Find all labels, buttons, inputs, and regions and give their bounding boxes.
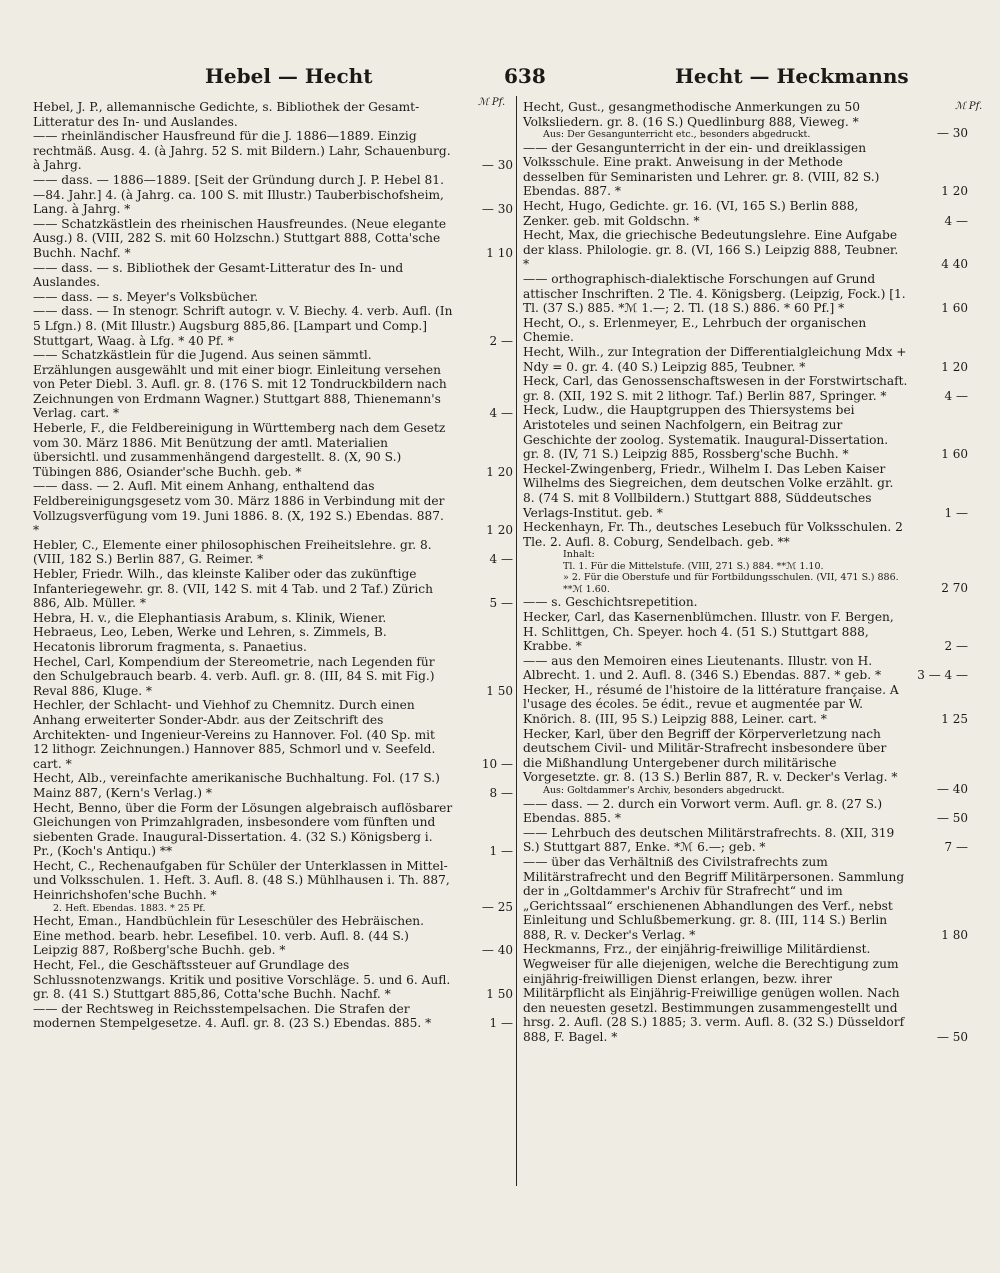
entry-price: 2 — [489, 333, 513, 348]
entry-text: Heck, Ludw., die Hauptgruppen des Thiersystems bei Aristoteles und seinen Nachfolgern, ein Beitrag zur Geschichte der zoolog. Systematik. Inaugural-Dissertation. gr. 8. (IV, 71 S.) Leipzig 885, Rossberg'sche Buchh. * [523, 403, 889, 462]
entry-text: —— dass. — 2. durch ein Vorwort verm. Aufl. gr. 8. (27 S.) Ebendas. 885. * [523, 796, 883, 826]
catalog-entry [33, 479, 513, 537]
entry-price: — 30 [936, 126, 968, 141]
entry-price: 1 50 [486, 683, 513, 698]
entry-price: — 50 [936, 811, 968, 826]
catalog-entry [523, 683, 968, 727]
entry-text: Heckenhayn, Fr. Th., deutsches Lesebuch für Volksschulen. 2 Tle. 2. Aufl. 8. Coburg, Sendelbach. geb. ** [523, 520, 903, 549]
entry-price: — 40 [481, 943, 513, 958]
catalog-entry [33, 538, 513, 567]
entry-text: —— Lehrbuch des deutschen Militärstrafrechts. 8. (XII, 319 S.) Stuttgart 887, Enke. *ℳ 6.—; geb. * [523, 825, 895, 855]
entry-text: Hecht, O., s. Erlenmeyer, E., Lehrbuch der organischen Chemie. [523, 315, 867, 345]
entry-contents-line: » 2. Für die Oberstufe und für Fortbildungsschulen. (VII, 471 S.) 886. **ℳ 1.60. [563, 572, 899, 595]
entry-price: 1 — [489, 1016, 513, 1031]
catalog-entry [523, 374, 968, 403]
catalog-entry [33, 261, 513, 290]
entry-text: Hebler, Friedr. Wilh., das kleinste Kaliber oder das zukünftige Infanteriegewehr. gr. 8. (VII, 142 S. mit 4 Tab. und 2 Taf.) Zürich 886, Alb. Müller. * [33, 567, 433, 611]
entry-text: —— orthographisch-dialektische Forschungen auf Grund attischer Inschriften. 2 Tle. 4. Königsberg. (Leipzig, Fock.) [1. Tl. (37 S.) 885. *ℳ 1.—; 2. Tl. (18 S.) 886. * 60 Pf.] * [523, 272, 906, 316]
entry-price: 8 — [489, 785, 513, 800]
entry-text: Hebel, J. P., allemannische Gedichte, s. Bibliothek der Gesamt-Litteratur des In- und Auslandes. [33, 100, 420, 129]
entry-text: Hecht, Eman., Handbüchlein für Leseschüler des Hebräischen. Eine method. bearb. hebr. Lesefibel. 10. verb. Aufl. 8. (44 S.) Leipzig 887, Roßberg'sche Buchh. geb. * [33, 914, 425, 958]
entry-price: 1 — [489, 844, 513, 859]
entry-price: — 30 [481, 202, 513, 217]
running-head-right: Hecht — Heckmanns [675, 64, 909, 88]
entry-price: 3 — 4 — [917, 668, 968, 683]
catalog-entry [33, 655, 513, 699]
entry-price: 1 — [944, 505, 968, 520]
entry-text: —— dass. — 1886—1889. [Seit der Gründung durch J. P. Hebel 81.—84. Jahr.] 4. (à Jahrg. ca. 100 S. mit Illustr.) Tauberbischofsheim, Lang. à Jahrg. * [33, 172, 444, 217]
entry-price: 4 — [944, 388, 968, 403]
catalog-entry [523, 610, 968, 654]
catalog-entry [33, 129, 513, 173]
catalog-entry [523, 403, 968, 461]
entry-text: —— dass. — In stenogr. Schrift autogr. v. V. Biechy. 4. verb. Aufl. (In 5 Lfgn.) 8. (Mit Illustr.) Augsburg 885,86. [Lampart und Comp.] Stuttgart, Waag. à Lfg. * 40 Pf. * [33, 304, 453, 348]
entry-text: —— s. Geschichtsrepetition. [523, 595, 698, 610]
catalog-entry [33, 958, 513, 1002]
catalog-entry [523, 797, 968, 826]
entry-text: Hebraeus, Leo, Leben, Werke und Lehren, s. Zimmels, B. [33, 625, 387, 640]
entry-price: 1 10 [486, 245, 513, 260]
page-header [0, 64, 1000, 94]
entry-text: —— dass. — 2. Aufl. Mit einem Anhang, enthaltend das Feldbereinigungsgesetz vom 30. März 1886 in Verbindung mit der Vollzugsverfügung vom 19. Juni 1886. 8. (X, 192 S.) Ebendas. 887. * [33, 479, 445, 538]
catalog-entry [33, 640, 513, 655]
entry-text: Hechler, der Schlacht- und Viehhof zu Chemnitz. Durch einen Anhang erweiterter Sonder-Abdr. aus der Zeitschrift des Architekten- und Ingenieur-Vereins zu Hannover. Fol. (40 Sp. mit 12 lithogr. Zeichnungen.) Hannover 885, Schmorl und v. Seefeld. cart. * [33, 698, 436, 771]
catalog-entry [33, 611, 513, 626]
catalog-entry [33, 290, 513, 305]
catalog-entry [33, 771, 513, 800]
catalog-entry [523, 727, 968, 797]
entry-text: —— der Rechtsweg in Reichsstempelsachen. Die Strafen der modernen Stempelgesetze. 4. Aufl. gr. 8. (23 S.) Ebendas. 885. * [33, 1001, 432, 1031]
catalog-entry [33, 698, 513, 771]
entry-price: 1 20 [486, 464, 513, 479]
catalog-entry [523, 855, 968, 943]
entry-note: 2. Heft. Ebendas. 1883. * 25 Pf. [53, 902, 206, 914]
column-divider [516, 96, 517, 1186]
unit-label-right: ℳ Pf. [955, 101, 983, 112]
catalog-entry [523, 654, 968, 683]
entry-price: 1 25 [941, 712, 968, 727]
entry-text: Hecht, Max, die griechische Bedeutungslehre. Eine Aufgabe der klass. Philologie. gr. 8. (VI, 166 S.) Leipzig 888, Teubner. * [523, 228, 899, 272]
entry-text: —— rheinländischer Hausfreund für die J. 1886—1889. Einzig rechtmäß. Ausg. 4. (à Jahrg. 52 S. mit Bildern.) Lahr, Schauenburg. à Jahrg. [33, 129, 451, 173]
entry-price: — 30 [481, 158, 513, 173]
entry-price: 1 80 [941, 927, 968, 942]
entry-text: Hecht, Fel., die Geschäftssteuer auf Grundlage des Schlussnotenzwangs. Kritik und positive Vorschläge. 5. und 6. Aufl. gr. 8. (41 S.) Stuttgart 885,86, Cotta'sche Buchh. Nachf. * [33, 957, 451, 1002]
running-head-left: Hebel — Hecht [205, 64, 373, 88]
catalog-entry [33, 1002, 513, 1031]
entry-price: 7 — [944, 840, 968, 855]
unit-label-left: ℳ Pf. [478, 97, 506, 108]
entry-text: Heckmanns, Frz., der einjährig-freiwillige Militärdienst. Wegweiser für alle diejenigen, welche die Berechtigung zum einjährig-freiwilligen Dienst erlangen, bezw. ihrer Militärpflicht als Einjährig-Freiwillige genügen wollen. Nach den neuesten gesetzl. Bestimmungen zusammengestellt und hrsg. 2. Aufl. (28 S.) 1885; 3. verm. Aufl. 8. (32 S.) Düsseldorf 888, F. Bagel. * [523, 942, 905, 1045]
catalog-entry [523, 100, 968, 141]
left-column [33, 100, 513, 1031]
entry-text: Hecht, Alb., vereinfachte amerikanische Buchhaltung. Fol. (17 S.) Mainz 887, (Kern's Verlag.) * [33, 771, 440, 800]
entry-price: 4 40 [941, 257, 968, 272]
catalog-entry [33, 801, 513, 859]
entry-text: Heckel-Zwingenberg, Friedr., Wilhelm I. Das Leben Kaiser Wilhelms des Siegreichen, dem deutschen Volke erzählt. gr. 8. (74 S. mit 8 Vollbildern.) Stuttgart 888, Süddeutsches Verlags-Institut. geb. * [523, 461, 894, 520]
entry-text: Heck, Carl, das Genossenschaftswesen in der Forstwirtschaft. gr. 8. (XII, 192 S. mit 2 lithogr. Taf.) Berlin 887, Springer. * [523, 374, 908, 403]
entry-price: 4 — [944, 213, 968, 228]
catalog-entry [33, 625, 513, 640]
entry-price: 2 — [944, 639, 968, 654]
entry-text: Hecker, Carl, das Kasernenblümchen. Illustr. von F. Bergen, H. Schlittgen, Ch. Speyer. hoch 4. (51 S.) Stuttgart 888, Krabbe. * [523, 609, 894, 654]
entry-price: 1 20 [486, 523, 513, 538]
catalog-entry [523, 316, 968, 345]
entry-text: —— dass. — s. Bibliothek der Gesamt-Litteratur des In- und Auslandes. [33, 260, 404, 290]
entry-text: Hecht, Wilh., zur Integration der Differentialgleichung Mdx + Ndy = 0. gr. 4. (40 S.) Leipzig 885, Teubner. * [523, 345, 907, 374]
entry-note: Aus: Goltdammer's Archiv, besonders abgedruckt. [543, 785, 785, 797]
entry-note: Aus: Der Gesangunterricht etc., besonders abgedruckt. [543, 129, 811, 141]
entry-price: 10 — [481, 756, 513, 771]
catalog-entry [33, 173, 513, 217]
catalog-entry [523, 141, 968, 199]
entry-price: 4 — [489, 552, 513, 567]
entry-price: — 50 [936, 1030, 968, 1045]
catalog-entry [523, 942, 968, 1044]
catalog-entry [523, 520, 968, 595]
entry-text: —— Schatzkästlein des rheinischen Hausfreundes. (Neue elegante Ausg.) 8. (VIII, 282 S. mit 60 Holzschn.) Stuttgart 888, Cotta'sche Buchh. Nachf. * [33, 216, 447, 260]
catalog-entry [33, 421, 513, 479]
catalog-entry [33, 217, 513, 261]
entry-text: Hecatonis librorum fragmenta, s. Panaetius. [33, 639, 307, 654]
entry-price: 2 70 [941, 580, 968, 595]
entry-price: — 25 [481, 899, 513, 914]
entry-price: 1 60 [941, 301, 968, 316]
catalog-entry [523, 462, 968, 520]
catalog-entry [523, 826, 968, 855]
catalog-entry [33, 348, 513, 421]
catalog-entry [33, 304, 513, 348]
entry-text: —— Schatzkästlein für die Jugend. Aus seinen sämmtl. Erzählungen ausgewählt und mit einer biogr. Einleitung versehen von Peter Diebl. 3. Aufl. gr. 8. (176 S. mit 12 Tondruckbildern nach Zeichnungen von Erdmann Wagner.) Stuttgart 888, Thienemann's Verlag. cart. * [33, 348, 447, 421]
entry-text: Heberle, F., die Feldbereinigung in Württemberg nach dem Gesetz vom 30. März 1886. Mit Benützung der amtl. Materialien übersichtl. und zusammenhängend dargestellt. 8. (X, 90 S.) Tübingen 886, Osiander'sche Buchh. geb. * [33, 421, 446, 479]
right-column [523, 100, 968, 1045]
entry-price: 4 — [489, 406, 513, 421]
catalog-entry [523, 345, 968, 374]
entry-text: Hechel, Carl, Kompendium der Stereometrie, nach Legenden für den Schulgebrauch bearb. 4. verb. Aufl. gr. 8. (III, 84 S. mit Fig.) Reval 886, Kluge. * [33, 654, 435, 698]
entry-contents-line: Inhalt: [563, 549, 595, 561]
entry-text: —— der Gesangunterricht in der ein- und dreiklassigen Volksschule. Eine prakt. Anweisung in der Methode desselben für Seminaristen und Lehrer. gr. 8. (VIII, 82 S.) Ebendas. 887. * [523, 140, 880, 199]
catalog-entry [33, 859, 513, 914]
catalog-entry [523, 595, 968, 610]
entry-text: Hebler, C., Elemente einer philosophischen Freiheitslehre. gr. 8. (VIII, 182 S.) Berlin 887, G. Reimer. * [33, 537, 432, 567]
catalog-entry [33, 100, 513, 129]
entry-price: 1 50 [486, 987, 513, 1002]
entry-price: 1 20 [941, 184, 968, 199]
entry-contents-line: Tl. 1. Für die Mittelstufe. (VIII, 271 S.) 884. **ℳ 1.10. [563, 560, 824, 572]
entry-text: Hecker, Karl, über den Begriff der Körperverletzung nach deutschem Civil- und Militär-Strafrecht insbesondere über die Mißhandlung Untergebener durch militärische Vorgesetzte. gr. 8. (13 S.) Berlin 887, R. v. Decker's Verlag. * [523, 726, 898, 785]
entry-price: 1 60 [941, 447, 968, 462]
entry-price: — 40 [936, 781, 968, 796]
entry-price: 1 20 [941, 359, 968, 374]
catalog-entry [523, 272, 968, 316]
entry-text: Hecht, Hugo, Gedichte. gr. 16. (VI, 165 S.) Berlin 888, Zenker. geb. mit Goldschn. * [523, 199, 859, 228]
page-number: 638 [504, 64, 546, 88]
catalog-entry [523, 228, 968, 272]
entry-text: Hecht, Gust., gesangmethodische Anmerkungen zu 50 Volksliedern. gr. 8. (16 S.) Quedlinburg 888, Vieweg. * [523, 100, 860, 129]
entry-text: —— über das Verhältniß des Civilstrafrechts zum Militärstrafrecht und den Begriff Militärpersonen. Sammlung der in „Goltdammer's Archiv für Strafrecht“ und im „Gerichtssaal“ erschienenen Abhandlungen des Verf., nebst Einleitung und Schlußbemerkung. gr. 8. (III, 114 S.) Berlin 888, R. v. Decker's Verlag. * [523, 854, 905, 942]
entry-text: Hecker, H., résumé de l'histoire de la littérature française. A l'usage des écoles. 5e édit., revue et augmentée par W. Knörich. 8. (III, 95 S.) Leipzig 888, Leiner. cart. * [523, 682, 899, 727]
entry-text: Hebra, H. v., die Elephantiasis Arabum, s. Klinik, Wiener. [33, 610, 387, 625]
entry-text: —— dass. — s. Meyer's Volksbücher. [33, 289, 259, 304]
catalog-entry [523, 199, 968, 228]
entry-price: 5 — [489, 596, 513, 611]
catalog-entry [33, 914, 513, 958]
entry-text: Hecht, C., Rechenaufgaben für Schüler der Unterklassen in Mittel- und Volksschulen. 1. Heft. 3. Aufl. 8. (48 S.) Mühlhausen i. Th. 887, Heinrichshofen'sche Buchh. * [33, 858, 450, 903]
entry-text: —— aus den Memoiren eines Lieutenants. Illustr. von H. Albrecht. 1. und 2. Aufl. 8. (346 S.) Ebendas. 887. * geb. * [523, 653, 882, 683]
catalog-entry [33, 567, 513, 611]
entry-text: Hecht, Benno, über die Form der Lösungen algebraisch auflösbarer Gleichungen von Primzahlgraden, insbesondere vom fünften und siebenten Grade. Inaugural-Dissertation. 4. (32 S.) Königsberg i. Pr., (Koch's Antiqu.) ** [33, 800, 453, 859]
